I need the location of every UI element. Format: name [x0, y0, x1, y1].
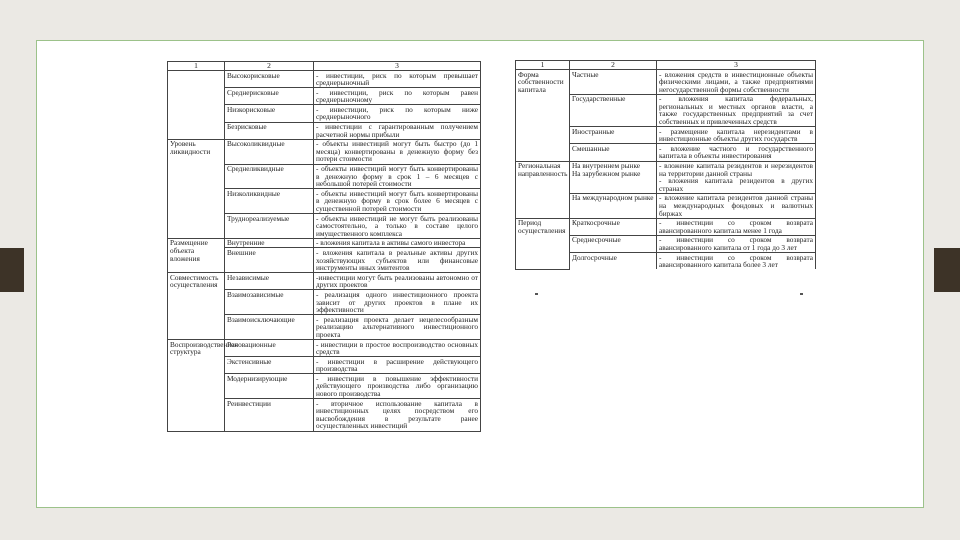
table-header-row — [516, 61, 816, 70]
type-cell: Государственные — [570, 94, 657, 126]
description-cell: - инвестиции в повышение эффективности действующего производства либо организацию нового производства — [314, 374, 481, 399]
table-row — [516, 70, 816, 95]
description-cell: - вложения капитала в активы самого инвестора — [314, 238, 481, 248]
table-row — [168, 238, 481, 248]
description-cell: - вложения капитала федеральных, региональных и местных органов власти, а также государственных предприятий за счет собственных и привлеченных средств — [657, 94, 816, 126]
type-cell: На внутреннем рынке На зарубежном рынке — [570, 161, 657, 193]
page-break-marks — [515, 293, 815, 297]
left-edge-bar — [0, 248, 24, 292]
type-cell: Взаимоисключающие — [225, 315, 314, 340]
type-cell: Смешанные — [570, 144, 657, 161]
description-cell: - вложения средств в инвестиционные объекты физическими лицами, а также предприятиями негосударственной формы собственности — [657, 70, 816, 95]
criterion-cell: Воспроизводственная структура — [168, 340, 225, 432]
description-cell: - вложения капитала в реальные активы других хозяйствующих субъектов или финансовые инструменты иных эмитентов — [314, 248, 481, 273]
description-cell: -инвестиции могут быть реализованы автономно от других проектов — [314, 273, 481, 290]
type-cell: Взаимозависимые — [225, 290, 314, 315]
criterion-cell: Период осуществления — [516, 218, 570, 269]
description-cell: - инвестиции со сроком возврата авансированного капитала от 1 года до 3 лет — [657, 235, 816, 252]
description-cell: - вложение частного и государственного капитала в объекты инвестирования — [657, 144, 816, 161]
type-cell: Среднерисковые — [225, 88, 314, 105]
description-cell: - инвестиции со сроком возврата авансированного капитала более 3 лет — [657, 253, 816, 270]
type-cell: Труднореализуемые — [225, 214, 314, 239]
description-cell: - инвестиции в простое воспроизводство основных средств — [314, 340, 481, 357]
type-cell: Частные — [570, 70, 657, 95]
description-cell: - реализация проекта делает нецелесообразным реализацию альтернативного инвестиционного проекта — [314, 315, 481, 340]
description-cell: - реализация одного инвестиционного проекта зависит от других проектов в плане их эффективности — [314, 290, 481, 315]
table-header-row — [168, 62, 481, 71]
type-cell: Безрисковые — [225, 122, 314, 139]
description-cell: - размещение капитала нерезидентами в инвестиционные объекты других государств — [657, 127, 816, 144]
type-cell: Экстенсивные — [225, 357, 314, 374]
type-cell: Среднесрочные — [570, 235, 657, 252]
header-cell: 2 — [570, 61, 657, 70]
type-cell: Реинвестиции — [225, 399, 314, 431]
classification-table-left — [167, 61, 481, 432]
header-cell: 3 — [657, 61, 816, 70]
type-cell: Независимые — [225, 273, 314, 290]
criterion-cell: Размещение объекта вложения — [168, 238, 225, 272]
table-row — [168, 340, 481, 357]
type-cell: Долгосрочные — [570, 253, 657, 270]
type-cell: Модернизирующие — [225, 374, 314, 399]
type-cell: Иностранные — [570, 127, 657, 144]
criterion-cell — [168, 71, 225, 140]
criterion-cell: Региональная направленность — [516, 161, 570, 218]
description-cell: - инвестиции, риск по которым ниже среднерыночного — [314, 105, 481, 122]
type-cell: Краткосрочные — [570, 218, 657, 235]
description-cell: - инвестиции в расширение действующего производства — [314, 357, 481, 374]
description-cell: - инвестиции с гарантированным получением расчетной нормы прибыли — [314, 122, 481, 139]
description-cell: - объекты инвестиций не могут быть реализованы самостоятельно, а только в составе целого имущественного комплекса — [314, 214, 481, 239]
table-row — [516, 161, 816, 193]
header-cell: 3 — [314, 62, 481, 71]
type-cell: Низколиквидные — [225, 189, 314, 214]
table-row — [168, 71, 481, 88]
classification-table-right — [515, 60, 816, 270]
header-cell: 1 — [168, 62, 225, 71]
type-cell: На международном рынке — [570, 193, 657, 218]
header-cell: 1 — [516, 61, 570, 70]
description-cell: - инвестиции со сроком возврата авансированного капитала менее 1 года — [657, 218, 816, 235]
description-cell: - объекты инвестиций могут быть конвертированы в денежную форму в срок более 6 месяцев с существенной потерей стоимости — [314, 189, 481, 214]
right-edge-bar — [934, 248, 960, 292]
type-cell: Низкорисковые — [225, 105, 314, 122]
type-cell: Высокорисковые — [225, 71, 314, 88]
type-cell: Внутренние — [225, 238, 314, 248]
criterion-cell: Форма собственности капитала — [516, 70, 570, 162]
type-cell: Среднеликвидные — [225, 164, 314, 189]
table-row — [168, 273, 481, 290]
table-row — [168, 139, 481, 164]
description-cell: - объекты инвестиций могут быть быстро (до 1 месяца) конвертированы в денежную форму без потери стоимости — [314, 139, 481, 164]
table-row — [516, 218, 816, 235]
criterion-cell: Совместимость осуществления — [168, 273, 225, 340]
description-cell: - инвестиции, риск по которым равен среднерыночному — [314, 88, 481, 105]
type-cell: Высоколиквидные — [225, 139, 314, 164]
description-cell: - вложение капитала резидентов и нерезидентов на территории данной страны - вложения капитала резидентов в других странах — [657, 161, 816, 193]
description-cell: - вложение капитала резидентов данной страны на международных фондовых и валютных биржах — [657, 193, 816, 218]
description-cell: - инвестиции, риск по которым превышает среднерыночный — [314, 71, 481, 88]
type-cell: Внешние — [225, 248, 314, 273]
description-cell: - вторичное использование капитала в инвестиционных целях посредством его высвобождения в результате ранее осуществленных инвестиций — [314, 399, 481, 431]
description-cell: - объекты инвестиций могут быть конвертированы в денежную форму в срок 1 – 6 месяцев с небольшой потерей стоимости — [314, 164, 481, 189]
header-cell: 2 — [225, 62, 314, 71]
criterion-cell: Уровень ликвидности — [168, 139, 225, 238]
type-cell: Реновационные — [225, 340, 314, 357]
